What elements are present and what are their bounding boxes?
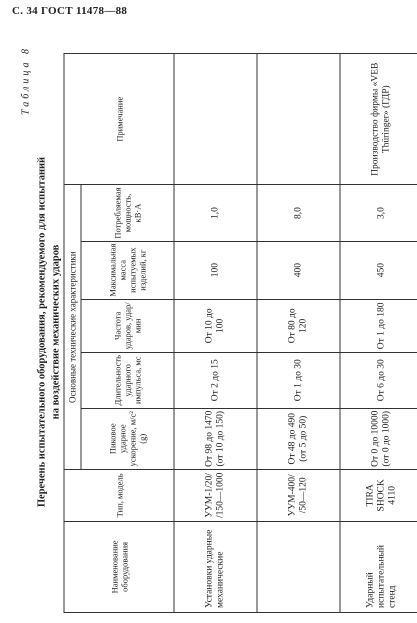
cell-model: УУМ-400/ /50—120 bbox=[257, 469, 340, 521]
cell-note bbox=[257, 54, 340, 185]
table-row bbox=[257, 54, 340, 613]
table-title-line-1: Перечень испытательного оборудования, рекомендуемого для испытаний bbox=[36, 156, 48, 508]
header-mass: Максимальная масса испытуемых изделий, кг bbox=[81, 241, 174, 299]
cell-mass: 400 bbox=[257, 241, 340, 299]
header-duration: Длительность ударного импульса, мс bbox=[81, 352, 174, 408]
table-label: Таблица 8 bbox=[20, 46, 32, 115]
header-power: Потребляемая мощность, кВ·А bbox=[81, 185, 174, 241]
cell-accel: От 0 до 10000 (от 0 до 1000) bbox=[340, 408, 417, 469]
cell-model: УУМ-1/20/ /150—1000 bbox=[174, 469, 257, 521]
header-note: Примечание bbox=[64, 54, 174, 185]
rotated-table-block bbox=[18, 46, 417, 618]
cell-accel: От 98 до 1470 (от 10 до 150) bbox=[174, 408, 257, 469]
header-frequency: Частота ударов, удар/мин bbox=[81, 299, 174, 352]
page-header: С. 34 ГОСТ 11478—88 bbox=[12, 5, 128, 17]
cell-name bbox=[257, 521, 340, 612]
cell-accel: От 48 до 490 (от 5 до 50) bbox=[257, 408, 340, 469]
cell-duration: От 2 до 15 bbox=[174, 352, 257, 408]
cell-name: Установки ударные механические bbox=[174, 521, 257, 612]
cell-frequency: От 10 до 100 bbox=[174, 299, 257, 352]
table-row bbox=[340, 54, 417, 613]
cell-frequency: От 80 до 120 bbox=[257, 299, 340, 352]
cell-power: 8,0 bbox=[257, 185, 340, 241]
header-model: Тип, модель bbox=[64, 469, 174, 521]
cell-power: 3,0 bbox=[340, 185, 417, 241]
cell-name: Ударный испытательный стенд bbox=[340, 521, 417, 612]
header-group: Основные технические характеристики bbox=[64, 185, 81, 469]
cell-note: Производство фирмы «VEB Thüringer» (ГДР) bbox=[340, 54, 417, 185]
equipment-table bbox=[64, 53, 417, 613]
cell-frequency: От 1 до 180 bbox=[340, 299, 417, 352]
cell-model: TIRA SHOCK 4110 bbox=[340, 469, 417, 521]
table-row bbox=[174, 54, 257, 613]
cell-duration: От 6 до 30 bbox=[340, 352, 417, 408]
cell-duration: От 1 до 30 bbox=[257, 352, 340, 408]
cell-mass: 100 bbox=[174, 241, 257, 299]
header-accel: Пиковое ударное ускорение, м/с² (g) bbox=[81, 408, 174, 469]
cell-mass: 450 bbox=[340, 241, 417, 299]
table-title-line-2: на воздействие механических ударов bbox=[50, 244, 62, 420]
cell-note bbox=[174, 54, 257, 185]
header-name: Наименование оборудования bbox=[64, 521, 174, 612]
table-title bbox=[36, 46, 64, 618]
cell-power: 1,0 bbox=[174, 185, 257, 241]
